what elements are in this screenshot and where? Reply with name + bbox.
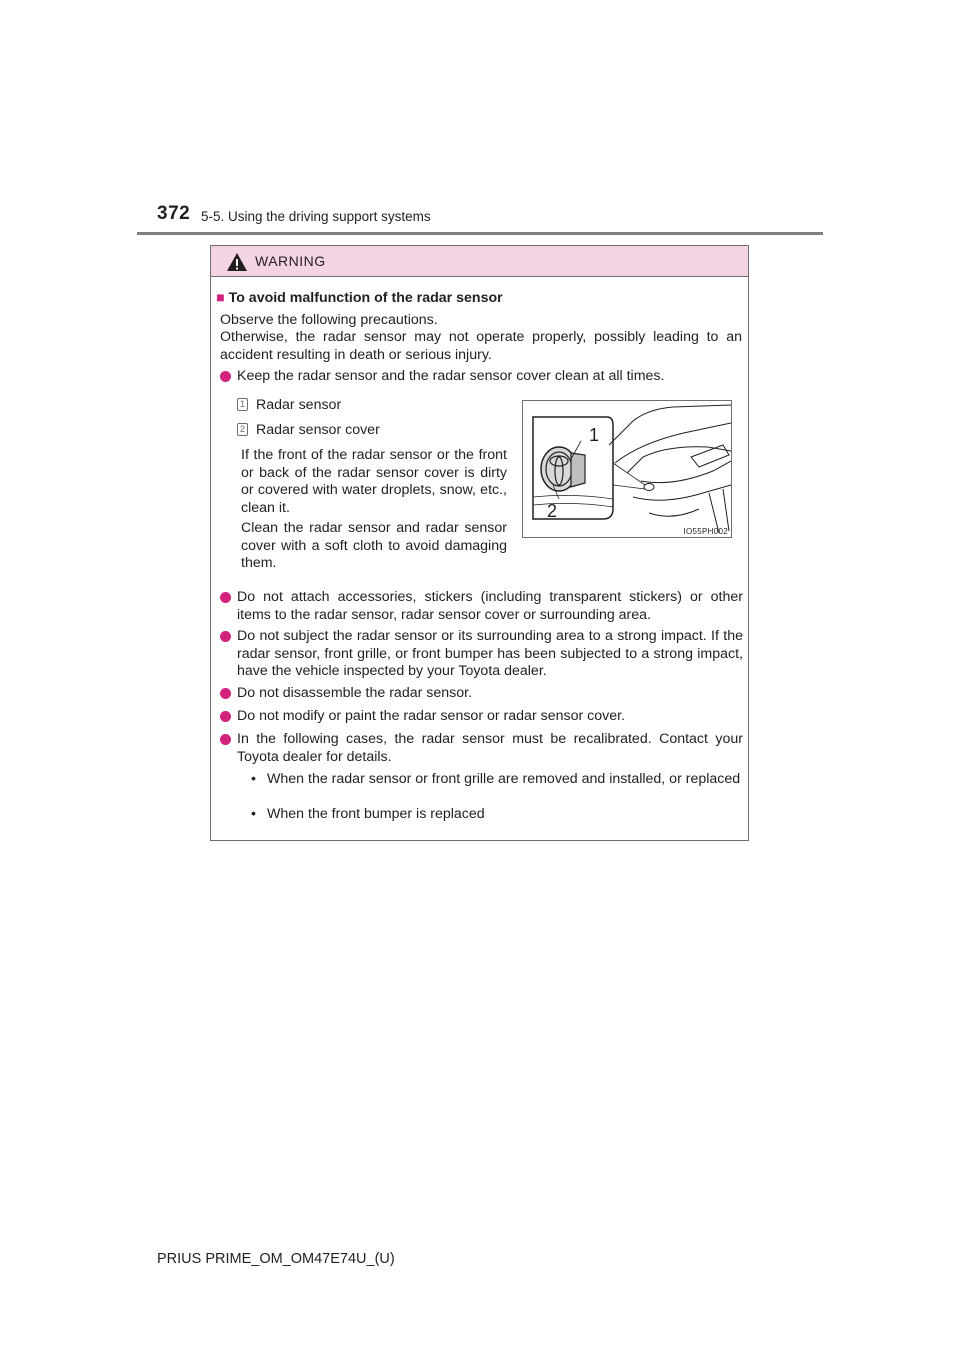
warning-box [210, 245, 749, 841]
bullet-dot-icon [220, 631, 231, 642]
case-bumper-replaced: • When the front bumper is replaced [251, 806, 485, 822]
bullet-keep-clean: Keep the radar sensor and the radar sensor cover clean at all times. [220, 368, 743, 386]
figure-label-1: 1 [589, 425, 600, 445]
intro-text: Observe the following precautions. [220, 312, 438, 328]
callout-radar-sensor-cover: 2 Radar sensor cover [256, 422, 380, 440]
warning-heading: ■ To avoid malfunction of the radar sensor [216, 290, 503, 306]
warning-header [211, 246, 748, 277]
bullet-no-modify: Do not modify or paint the radar sensor or radar sensor cover. [220, 708, 743, 726]
header-rule [137, 232, 823, 235]
bullet-dot-icon [220, 371, 231, 382]
bullet-dot-icon [220, 734, 231, 745]
soft-cloth-instructions: Clean the radar sensor and radar sensor cover with a soft cloth to avoid damaging them. [241, 520, 507, 571]
vehicle-front-illustration [523, 401, 731, 537]
intro-consequence: Otherwise, the radar sensor may not operate properly, possibly leading to an accident resulting in death or serious injury. [220, 329, 742, 363]
bullet-no-accessories: Do not attach accessories, stickers (including transparent stickers) or other items to the radar sensor, radar sensor cover or surrounding area. [220, 589, 743, 624]
figure-label-2: 2 [547, 501, 558, 521]
figure-code: IO55PH002 [683, 527, 728, 536]
bullet-no-disassemble: Do not disassemble the radar sensor. [220, 685, 743, 703]
clean-instructions: If the front of the radar sensor or the front or back of the radar sensor cover is dirty or covered with water droplets, snow, etc., clean it. [241, 447, 507, 516]
square-bullet-icon: ■ [216, 290, 225, 306]
page-number: 372 [157, 203, 191, 224]
bullet-recalibrate: In the following cases, the radar sensor must be recalibrated. Contact your Toyota dealer for details. [220, 731, 743, 766]
bullet-dot-icon [220, 592, 231, 603]
callout-radar-sensor: 1 Radar sensor [256, 397, 341, 415]
callout-number-badge: 1 [237, 398, 248, 411]
case-grille-removed: • When the radar sensor or front grille are removed and installed, or replaced [251, 771, 741, 787]
warning-triangle-icon [226, 252, 248, 272]
footer-model-code: PRIUS PRIME_OM_OM47E74U_(U) [157, 1251, 395, 1267]
bullet-no-impact: Do not subject the radar sensor or its surrounding area to a strong impact. If the radar sensor, front grille, or front bumper has been subjected to a strong impact, have the vehicle inspected by your Toyota dealer. [220, 628, 743, 681]
section-title: 5-5. Using the driving support systems [201, 209, 431, 224]
bullet-dot-icon [220, 711, 231, 722]
radar-sensor-figure [522, 400, 732, 538]
warning-title: WARNING [255, 253, 326, 269]
callout-number-badge: 2 [237, 423, 248, 436]
bullet-dot-icon [220, 688, 231, 699]
